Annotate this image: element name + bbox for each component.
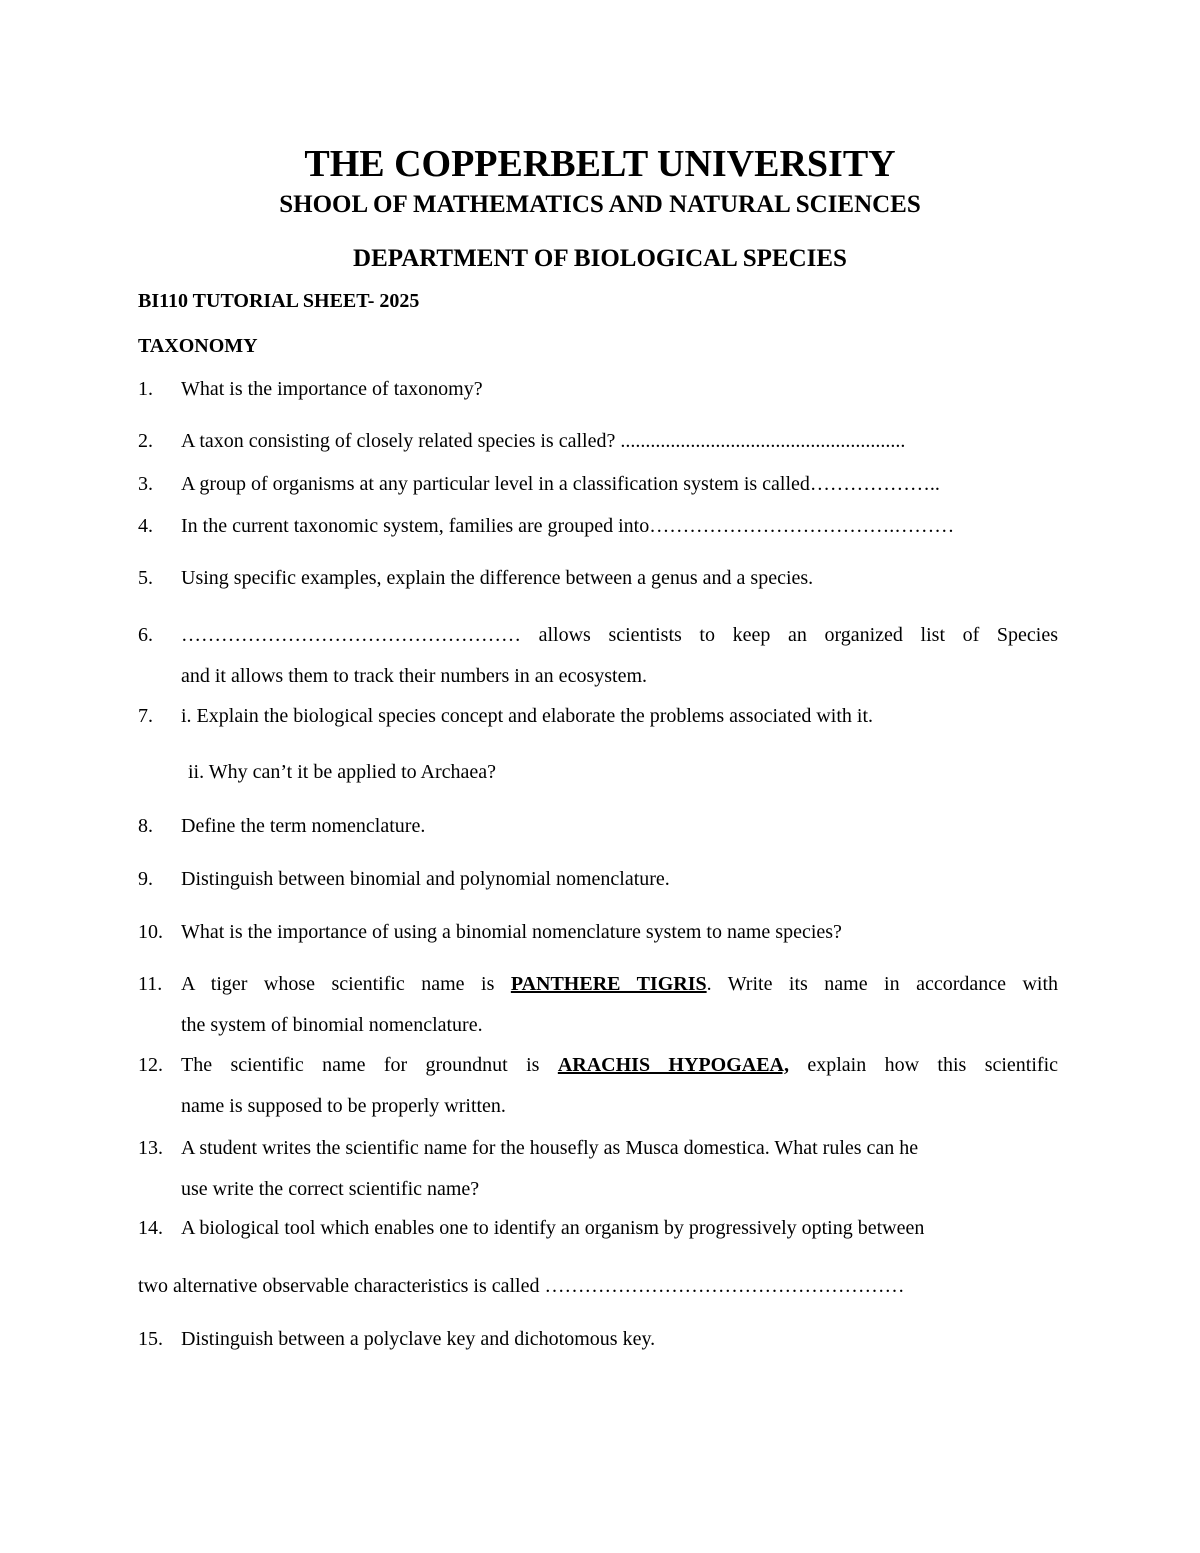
question-number: 13. [138,1137,163,1159]
question-text-pre: The scientific name for groundnut is [181,1054,558,1076]
question-number: 3. [138,473,153,495]
question-text-line2: the system of binomial nomenclature. [181,1014,483,1036]
question-text-line1 [181,1054,1058,1077]
question-text: Distinguish between a polyclave key and dichotomous key. [181,1328,656,1350]
question-text-line2: and it allows them to track their numbers in an ecosystem. [181,665,647,687]
question-number: 12. [138,1054,163,1076]
question-text: What is the importance of using a binomial nomenclature system to name species? [181,921,842,943]
question-number: 1. [138,378,153,400]
topic-heading: TAXONOMY [138,335,258,357]
question-number: 10. [138,921,163,943]
question-text: What is the importance of taxonomy? [181,378,483,400]
sheet-title: BI110 TUTORIAL SHEET- 2025 [138,290,420,312]
question-part-i: i. Explain the biological species concept and elaborate the problems associated with it. [181,705,874,727]
question-text-line2: two alternative observable characteristics is called ……………………………………………… [138,1275,905,1297]
question-text-post: . Write its name in accordance with [706,973,1059,995]
question-text-line1: A biological tool which enables one to identify an organism by progressively opting between [181,1217,925,1239]
question-text: In the current taxonomic system, families are grouped into……………………………….……… [181,515,955,537]
school-title: SHOOL OF MATHEMATICS AND NATURAL SCIENCES [279,191,921,218]
question-text-pre: A tiger whose scientific name is [181,973,511,995]
scientific-name: PANTHERE TIGRIS [510,973,707,995]
question-text-line1 [181,973,1058,996]
question-text-line1: …………………………………………… allows scientists to keep an organized list of Species [181,624,1058,646]
question-text: A group of organisms at any particular level in a classification system is called……………….. [181,473,940,495]
question-number: 6. [138,624,153,646]
question-number: 4. [138,515,153,537]
question-number: 7. [138,705,153,727]
question-number: 14. [138,1217,163,1239]
department-title: DEPARTMENT OF BIOLOGICAL SPECIES [353,245,847,272]
question-text-line2: use write the correct scientific name? [181,1178,480,1200]
question-number: 15. [138,1328,163,1350]
question-number: 2. [138,430,153,452]
question-text-post: explain how this scientific [789,1054,1058,1076]
question-number: 8. [138,815,153,837]
question-text-line2: name is supposed to be properly written. [181,1095,506,1117]
university-title: THE COPPERBELT UNIVERSITY [304,143,896,185]
question-part-ii: ii. Why can’t it be applied to Archaea? [188,761,497,783]
question-text: Using specific examples, explain the difference between a genus and a species. [181,567,814,589]
question-text: Define the term nomenclature. [181,815,426,837]
question-text: A taxon consisting of closely related species is called? ......................................................... [181,430,906,452]
question-text-line1: A student writes the scientific name for the housefly as Musca domestica. What rules can he [181,1137,919,1159]
question-number: 5. [138,567,153,589]
question-number: 11. [138,973,163,995]
question-text: Distinguish between binomial and polynomial nomenclature. [181,868,670,890]
scientific-name: ARACHIS HYPOGAEA, [557,1054,789,1076]
question-number: 9. [138,868,153,890]
